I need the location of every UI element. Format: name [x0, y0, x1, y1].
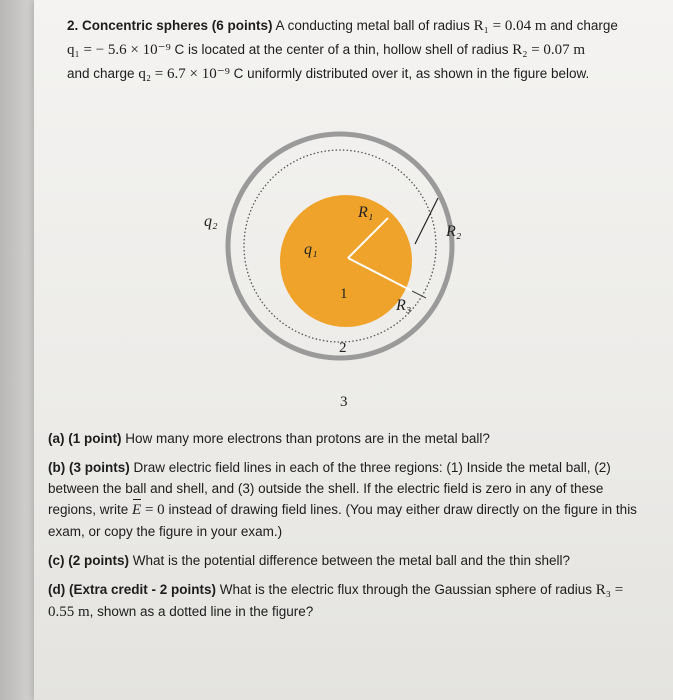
problem-text-3a: and charge	[67, 66, 139, 81]
part-b-text-1: Draw electric field lines in each of the three regions: (1) Inside the metal ball, (2) between the ball and shell, and (3) outside the shell. If the electric field is zero in any of these regions, write	[48, 460, 611, 517]
q1-equation: q₁ = − 5.6 × 10⁻⁹	[67, 42, 171, 58]
question-parts	[48, 428, 648, 631]
problem-statement	[67, 14, 657, 86]
label-r3: R₃	[396, 297, 412, 314]
part-a-text: How many more electrons than protons are in the metal ball?	[121, 431, 490, 446]
problem-text-3b: C uniformly distributed over it, as shown in the figure below.	[229, 66, 590, 81]
label-region-1: 1	[340, 286, 348, 302]
r2-equation: R₂ = 0.07 m	[512, 42, 586, 58]
part-a-label: (a) (1 point)	[48, 431, 122, 446]
problem-text-1: A conducting metal ball of radius	[272, 18, 474, 33]
e-vector: E	[132, 502, 142, 518]
part-c-text: What is the potential difference between the metal ball and the thin shell?	[129, 553, 571, 568]
r1-equation: R₁ = 0.04 m	[473, 18, 547, 34]
part-b-label: (b) (3 points)	[48, 460, 130, 475]
problem-text-1-tail: and charge	[546, 18, 618, 33]
label-r1: R₁	[358, 204, 374, 221]
part-d-tail: , shown as a dotted line in the figure?	[89, 604, 314, 619]
metal-ball	[280, 195, 412, 327]
problem-text-2: C is located at the center of a thin, hollow shell of radius	[170, 42, 513, 57]
part-a	[48, 428, 648, 449]
concentric-spheres-figure	[204, 126, 462, 416]
label-region-2: 2	[339, 340, 347, 356]
label-region-3: 3	[340, 394, 348, 410]
part-d-text: What is the electric flux through the Gaussian sphere of radius	[216, 582, 596, 597]
e-zero: = 0	[141, 502, 165, 518]
q2-equation: q₂ = 6.7 × 10⁻⁹	[138, 66, 230, 82]
part-b-text-2: instead of drawing field lines. (You may either draw directly on the figure in this exam, or copy the figure in your exam.)	[48, 502, 637, 539]
part-d-label: (d) (Extra credit - 2 points)	[48, 582, 217, 597]
label-q2: q₂	[204, 213, 218, 230]
part-d	[48, 579, 648, 623]
page-edge-shadow	[0, 0, 34, 700]
part-b	[48, 457, 648, 542]
part-c-label: (c) (2 points)	[48, 553, 129, 568]
r3-equation: R₃ = 0.55 m	[48, 582, 624, 620]
problem-label: 2. Concentric spheres (6 points)	[67, 18, 273, 33]
label-q1: q₁	[304, 241, 318, 258]
label-r2: R₂	[446, 223, 462, 240]
part-c	[48, 550, 648, 571]
